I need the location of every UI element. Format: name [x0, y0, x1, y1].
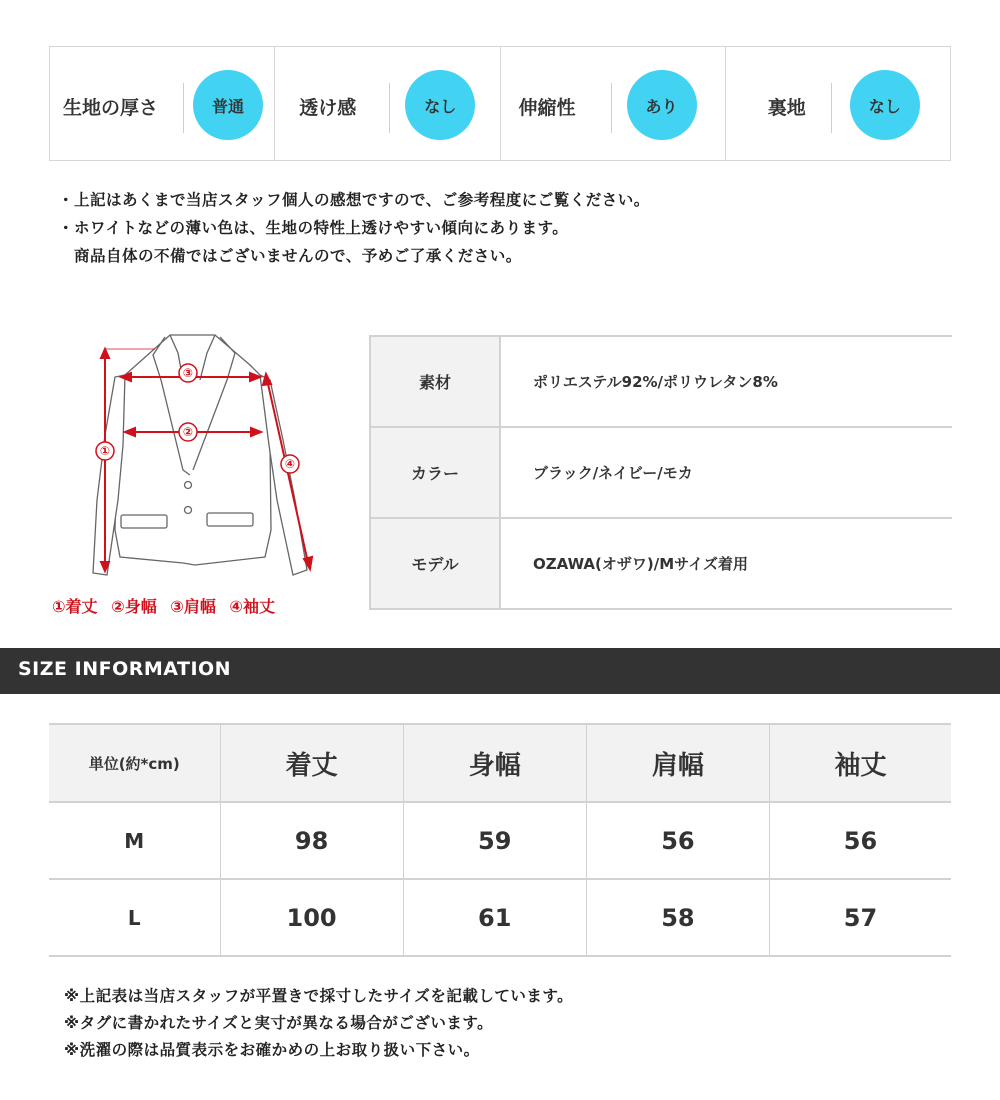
measurement-legend [52, 594, 283, 617]
legend-shoulder: ③肩幅 [170, 597, 216, 616]
attr-label: 裏地 [767, 97, 806, 119]
impression-notes [58, 186, 650, 270]
header-shoulder: 肩幅 [586, 724, 769, 802]
table-row [49, 802, 951, 879]
note-line: ・ホワイトなどの薄い色は、生地の特性上透けやすい傾向にあります。 [58, 219, 569, 237]
size-information-header [0, 648, 1000, 694]
attr-label: 透け感 [299, 97, 357, 119]
attr-label: 生地の厚さ [63, 97, 159, 119]
measurement-notes [64, 983, 573, 1064]
divider [831, 83, 832, 133]
jacket-measurement-diagram [45, 325, 345, 625]
size-value: 56 [770, 802, 951, 879]
attr-lining [726, 47, 950, 160]
size-value: 56 [586, 802, 769, 879]
product-spec-table [369, 335, 952, 610]
note-line: ・上記はあくまで当店スタッフ個人の感想ですので、ご参考程度にご覧ください。 [58, 191, 650, 209]
size-table [49, 723, 951, 957]
header-unit: 単位(約*cm) [49, 724, 220, 802]
spec-row-material [370, 336, 952, 427]
header-width: 身幅 [403, 724, 586, 802]
size-value: 98 [220, 802, 403, 879]
size-value: 61 [403, 879, 586, 956]
spec-row-model [370, 518, 952, 609]
size-label: L [49, 879, 220, 956]
attr-badge: なし [405, 70, 475, 140]
marker-length: ① [99, 444, 111, 458]
spec-value: OZAWA(オザワ)/Mサイズ着用 [500, 518, 952, 609]
fabric-attributes [49, 46, 951, 161]
marker-sleeve: ④ [284, 457, 296, 471]
legend-length: ①着丈 [52, 597, 98, 616]
marker-width: ② [182, 425, 194, 439]
note-line: ※洗濯の際は品質表示をお確かめの上お取り扱い下さい。 [64, 1041, 480, 1059]
attr-badge: 普通 [193, 70, 263, 140]
note-line: ※上記表は当店スタッフが平置きで採寸したサイズを記載しています。 [64, 987, 574, 1005]
size-value: 57 [770, 879, 951, 956]
spec-row-color [370, 427, 952, 518]
attr-badge: あり [627, 70, 697, 140]
section-title: SIZE INFORMATION [18, 658, 232, 680]
divider [183, 83, 184, 133]
size-value: 58 [586, 879, 769, 956]
divider [611, 83, 612, 133]
size-label: M [49, 802, 220, 879]
spec-value: ポリエステル92%/ポリウレタン8% [500, 336, 952, 427]
header-length: 着丈 [220, 724, 403, 802]
size-value: 59 [403, 802, 586, 879]
spec-value: ブラック/ネイビー/モカ [500, 427, 952, 518]
attr-badge: なし [850, 70, 920, 140]
note-line: 商品自体の不備ではございませんので、予めご了承ください。 [74, 247, 522, 265]
marker-shoulder: ③ [182, 366, 194, 380]
attr-thickness [50, 47, 275, 160]
table-row [49, 879, 951, 956]
attr-stretch [501, 47, 726, 160]
attr-transparency [275, 47, 500, 160]
spec-key: モデル [370, 518, 500, 609]
legend-width: ②身幅 [111, 597, 157, 616]
header-sleeve: 袖丈 [770, 724, 951, 802]
attr-label: 伸縮性 [518, 97, 576, 119]
size-table-header [49, 724, 951, 802]
divider [389, 83, 390, 133]
size-value: 100 [220, 879, 403, 956]
note-line: ※タグに書かれたサイズと実寸が異なる場合がございます。 [64, 1014, 494, 1032]
legend-sleeve: ④袖丈 [229, 597, 275, 616]
spec-key: 素材 [370, 336, 500, 427]
spec-key: カラー [370, 427, 500, 518]
